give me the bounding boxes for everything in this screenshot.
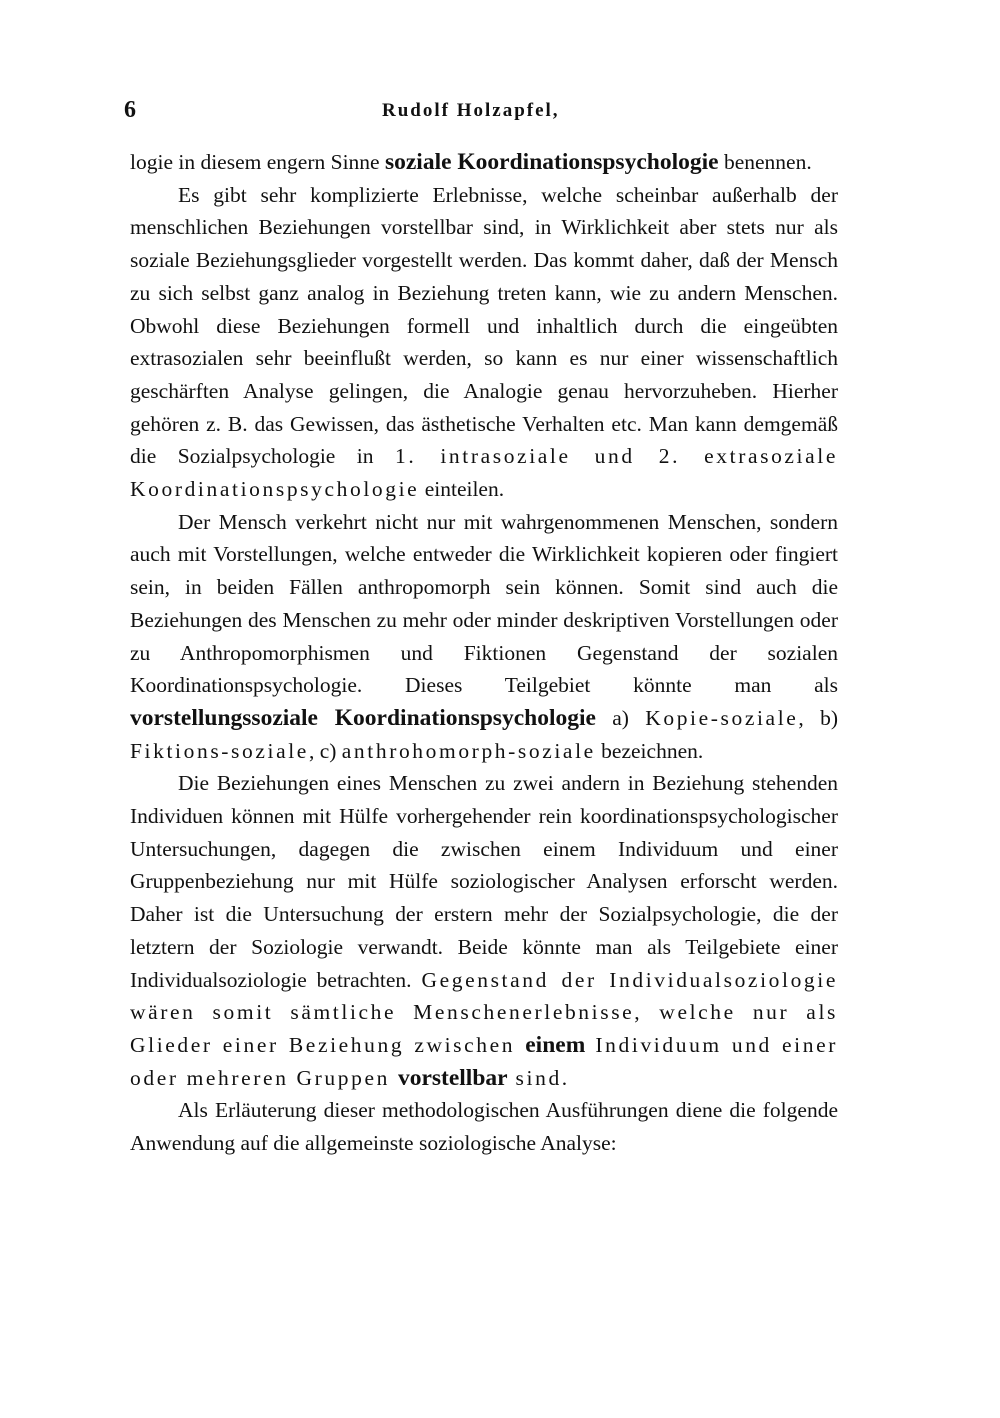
paragraph-5-text: Als Erläuterung dieser methodologischen Ausführungen diene die folgende Anwendung auf die allgemeinste soziologische Analyse:	[130, 1098, 838, 1156]
paragraph-3-text-b: , b)	[798, 705, 838, 730]
paragraph-3-text-c: , c)	[308, 738, 342, 763]
paragraph-2	[130, 179, 838, 506]
page-header	[124, 97, 836, 127]
spaced-term-anthrohomorph-soziale: anthrohomorph-soziale	[341, 738, 596, 763]
bold-term-vorstellungssoziale: vorstellungssoziale Koordinationspsychologie	[130, 704, 596, 731]
body-text	[130, 146, 838, 1160]
spaced-definition-end: sind.	[507, 1065, 570, 1090]
paragraph-2-text-end: einteilen.	[419, 477, 505, 502]
paragraph-4-text: Die Beziehungen eines Menschen zu zwei andern in Beziehung stehenden Individuen können mit Hülfe vorhergehender rein koordinationspsychologischer Untersuchungen, dagegen die zwischen einem Individuum und einer Gruppenbeziehung nur mit Hülfe soziologischer Analysen erforscht werden. Daher ist die Untersuchung der erstern mehr der Sozialpsychologie, die der letztern der Soziologie verwandt. Beide könnte man als Teilgebiete einer Individualsoziologie betrachten.	[130, 771, 838, 992]
paragraph-3-text-a: a)	[595, 705, 646, 730]
spaced-term-intra-extrasoziale: 1. intrasoziale und 2. extrasoziale Koordinationspsychologie	[130, 444, 838, 502]
paragraph-3-text-end: bezeichnen.	[595, 738, 704, 763]
spaced-term-fiktions-soziale: Fiktions-soziale	[130, 738, 309, 763]
paragraph-3-text: Der Mensch verkehrt nicht nur mit wahrgenommenen Menschen, sondern auch mit Vorstellungen, welche entweder die Wirklichkeit kopieren oder fingiert sein, in beiden Fällen anthropomorph sein können. Somit sind auch die Beziehungen des Menschen zu mehr oder minder deskriptiven Vorstellungen oder zu Anthropomorphismen und Fiktionen Gegenstand der sozialen Koordinationspsychologie. Dieses Teilgebiet könnte man als	[130, 509, 838, 698]
paragraph-4	[130, 767, 838, 1094]
spaced-definition-continued: Individuum und einer oder mehreren Gruppen	[130, 1032, 838, 1090]
paragraph-3	[130, 506, 838, 768]
page-number: 6	[124, 97, 136, 123]
bold-term-einem: einem	[525, 1031, 586, 1058]
spaced-term-kopie-soziale: Kopie-soziale	[645, 705, 799, 730]
paragraph-1-text-end: benennen.	[718, 150, 812, 174]
paragraph-1-text: logie in diesem engern Sinne	[130, 150, 385, 174]
paragraph-5	[130, 1094, 838, 1159]
spaced-definition-individualsoziologie: Gegenstand der Individualsoziologie wären somit sämtliche Menschenerlebnisse, welche nur als Glieder einer Beziehung zwischen	[130, 967, 838, 1057]
paragraph-1	[130, 146, 838, 179]
bold-term-vorstellbar: vorstellbar	[397, 1064, 508, 1091]
paragraph-2-text: Es gibt sehr komplizierte Erlebnisse, welche scheinbar außerhalb der menschlichen Beziehungen vorstellbar sind, in Wirklichkeit aber stets nur als soziale Beziehungsglieder vorgestellt werden. Das kommt daher, daß der Mensch zu sich selbst ganz analog in Beziehung treten kann, wie zu andern Menschen. Obwohl diese Beziehungen formell und inhaltlich durch die eingeübten extrasozialen sehr beeinflußt werden, so kann es nur einer wissenschaftlich geschärften Analyse gelingen, die Analogie genau hervorzuheben. Hierher gehören z. B. das Gewissen, das ästhetische Verhalten etc. Man kann demgemäß die Sozialpsychologie in	[130, 182, 838, 469]
bold-term-soziale-koordinationspsychologie: soziale Koordinationspsychologie	[384, 149, 719, 175]
running-head: Rudolf Holzapfel,	[382, 100, 560, 121]
